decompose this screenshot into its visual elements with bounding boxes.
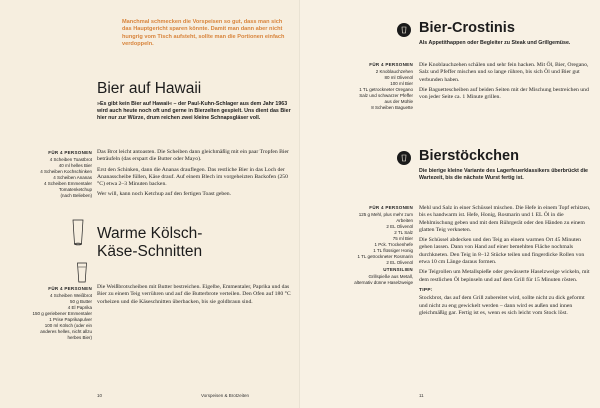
ingredient-item: 1 TL getrockneter Rosmarin [357, 254, 413, 259]
ingredient-item: 100 ml Kölsch (oder ein [44, 323, 92, 328]
recipe-title-koelsch-kaese-line2: Käse-Schnitten [97, 243, 203, 260]
ingredient-item: 80 ml Olivenöl [384, 75, 413, 80]
ingredients-block [12, 150, 92, 199]
serves-label: FÜR 4 PERSONEN [369, 205, 413, 210]
beer-badge-icon [397, 23, 411, 37]
recipe-title-koelsch-kaese-line1: Warme Kölsch- [97, 225, 203, 242]
ingredient-item: 4 Scheiben Emmentaler [43, 181, 92, 186]
intro-text: Manchmal schmecken die Vorspeisen so gut, dass man sich das Hauptgericht sparen könnte. Damit man dann aber nicht hungrig vom Tisch aufsteht, sollte man die Portionen einfach verdoppeln. [122, 19, 285, 48]
ingredient-item: Salz und schwarzer Pfeffer [359, 93, 413, 98]
serves-label: FÜR 4 PERSONEN [48, 150, 92, 155]
ingredient-item: (nach Belieben) [60, 193, 92, 198]
ingredient-item: 100 ml Bier [390, 81, 413, 86]
ingredient-list [325, 69, 413, 111]
ingredient-item: 1 Pck. Trockenhefe [374, 242, 413, 247]
ingredients-block [320, 205, 413, 286]
ingredient-item: 125 g Mehl, plus mehr zum [358, 212, 413, 217]
serves-label: FÜR 4 PERSONEN [369, 62, 413, 67]
instruction-paragraph: Wer will, kann noch Ketchup auf den fertigen Toast geben. [97, 191, 232, 198]
recipe-title-bier-crostinis: Bier-Crostinis [419, 20, 515, 36]
beer-glass-icon [71, 219, 85, 246]
beer-badge-icon [397, 151, 411, 165]
recipe-title-bierstoeckchen: Bierstöckchen [419, 148, 519, 164]
recipe-lead: Als Appetithappen oder Begleiter zu Steak und Grillgemüse. [419, 40, 571, 46]
instruction-paragraph: Die Knoblauchzehen schälen und sehr fein hacken. Mit Öl, Bier, Oregano, Salz und Pfeffer mischen und so lange rühren, bis sich Öl und Bier gut verbunden haben. [419, 62, 589, 83]
ingredient-item: 2 EL Olivenöl [386, 224, 413, 229]
instruction-paragraph: Die Weißbrotscheiben mit Butter bestreichen. Eigelbe, Emmentaler, Paprika und das Bier zu einem Teig verrühren und auf die Butterbrote verteilen. Den Ofen auf 180 °C vorheizen und die Käseschnitten überbacken, bis sie goldbraun sind. [97, 284, 291, 305]
recipe-lead: »Es gibt kein Bier auf Hawaii« – der Paul-Kuhn-Schlager aus dem Jahr 1963 wird auch heute noch oft und gerne in Bierzelten gespielt. Uns dient das Bier hier nur zur Würze, drum reichen zwei kleine Schnapsgläser voll. [97, 101, 291, 121]
utensil-item: Grillspieße aus Metall, [368, 274, 413, 279]
ingredient-list [5, 293, 92, 341]
recipe-lead: Die bierige kleine Variante des Lagerfeuerklassikers überbrückt die Wartezeit, bis die nächste Wurst fertig ist. [419, 168, 588, 181]
ingredient-item: 50 g Butter [69, 299, 92, 304]
ingredient-item: herbes Bier) [67, 335, 92, 340]
page-number-right: 11 [419, 393, 424, 398]
instruction-paragraph: Die Baguettescheiben auf beiden Seiten mit der Mischung bestreichen und von jeder Seite ca. 1 Minute grillen. [419, 86, 589, 101]
ingredients-block [5, 286, 92, 341]
ingredient-list [320, 212, 413, 266]
recipe-instructions [419, 62, 591, 104]
page-number-left: 10 [97, 393, 103, 398]
instruction-paragraph: Erst den Schinken, dann die Ananas drauflegen. Das restliche Bier in das Loch der Ananasscheibe füllen, Käse drauf. Auf einem Blech im vorgeheizten Backofen (250 °C) etwa 2–3 Minuten backen. [97, 166, 288, 188]
utensil-item: alternativ dünne Haselzweige [354, 280, 413, 285]
ingredient-item: 2 EL Olivenöl [386, 260, 413, 265]
ingredient-item: 4 Scheiben Kochschinken [40, 169, 92, 174]
ingredient-item: aus der Mühle [384, 99, 413, 104]
ingredient-item: 1 Prise Paprikapulver [49, 317, 92, 322]
ingredient-item: 1 TL flüssiger Honig [373, 248, 413, 253]
recipe-instructions [97, 149, 293, 202]
ingredient-item: 4 Scheiben Ananas [53, 175, 92, 180]
ingredient-item: 8 Scheiben Baguette [371, 105, 413, 110]
ingredient-item: 2 Knoblauchzehen [375, 69, 413, 74]
tip-text: Stockbrot, das auf dem Grill zubereitet wird, sollte nicht zu dick geformt und nicht zu eng gewickelt werden – dann wird es außen und innen gleichmäßig gar. Fertig ist es, wenn es sich leicht vom Stock löst. [419, 295, 585, 316]
recipe-instructions [419, 205, 591, 320]
serves-label: FÜR 4 PERSONEN [48, 286, 92, 291]
ingredient-item: 2 TL Salz [394, 230, 413, 235]
ingredients-block [325, 62, 413, 111]
instruction-paragraph: Die Teigrollen um Metallspieße oder gewässerte Haselzweige wickeln, mit dem restlichen Öl bepinseln und auf dem Grill für 15 Minuten rösten. [419, 269, 590, 283]
footer-section-label: Vorspeisen & Brotzeiten [201, 393, 250, 398]
ingredient-item: 75 ml Bier [392, 236, 413, 241]
ingredient-item: 1 TL getrockneter Oregano [359, 87, 413, 92]
ingredient-item: 4 El Paprika [67, 305, 92, 310]
recipe-title-bier-auf-hawaii: Bier auf Hawaii [97, 80, 202, 97]
ingredient-item: 4 Scheiben Weißbrot [50, 293, 92, 298]
beer-glass-icon [76, 262, 88, 284]
ingredient-item: 40 ml helles Bier [58, 163, 92, 168]
tip-label: TIPP: [419, 287, 433, 293]
recipe-instructions [97, 284, 293, 309]
ingredient-item: Arbeiten [396, 218, 413, 223]
ingredient-list [12, 157, 92, 199]
ingredient-item: anderes helles, nicht allzu [40, 329, 92, 334]
utensils-list [320, 274, 413, 286]
instruction-paragraph: Das Brot leicht antoasten. Die Scheiben dann gleichmäßig mit ein paar Tropfen Bier beträufeln (das erspart die Butter oder Mayo). [97, 149, 289, 163]
ingredient-item: Tomatenketchup [58, 187, 92, 192]
ingredient-item: 150 g geriebener Emmentaler [32, 311, 92, 316]
ingredient-item: 4 Scheiben Toastbrot [49, 157, 92, 162]
instruction-paragraph: Mehl und Salz in einer Schüssel mischen. Die Hefe in einem Topf erhitzen, bis es handwarm ist. Hefe, Honig, Rosmarin und 1 EL Öl in die Mehlmischung geben und mit dem Rührgerät oder den Händen zu einem glatten Teig verkneten. [419, 205, 591, 233]
instruction-paragraph: Die Schüssel abdecken und den Teig an einem warmen Ort 45 Minuten gehen lassen. Dann von Hand auf einer bemehlten Fläche nochmals durchkneten. Den Teig in 8–12 Stücke teilen und fingerdicke Rollen von etwa 10 cm Länge daraus formen. [419, 237, 585, 266]
utensils-label: UTENSILIEN [383, 267, 413, 272]
